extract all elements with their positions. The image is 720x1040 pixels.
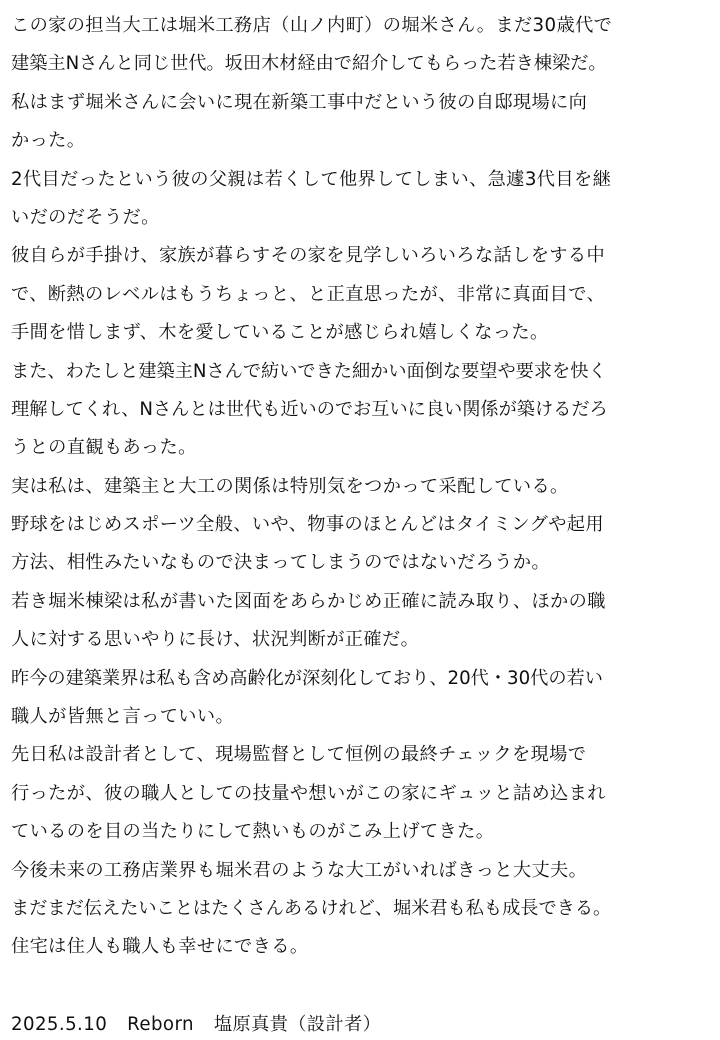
signature-date: 2025.5.10	[11, 1014, 108, 1035]
text-line: 職人が皆無と言っていい。	[11, 706, 235, 728]
text-line: 先日私は設計者として、現場監督として恒例の最終チェックを現場で	[11, 744, 587, 766]
text-line: また、わたしと建築主Nさんで紡いできた細かい面倒な要望や要求を快く	[11, 360, 607, 382]
text-line: で、断熱のレベルはもうちょっと、と正直思ったが、非常に真面目で、	[11, 283, 606, 305]
text-line: 彼自らが手掛け、家族が暮らすその家を見学しいろいろな話しをする中	[11, 245, 606, 267]
essay-body	[11, 11, 713, 971]
text-line: まだまだ伝えたいことはたくさんあるけれど、堀米君も私も成長できる。	[11, 897, 612, 919]
text-line: 理解してくれ、Nさんとは世代も近いのでお互いに良い関係が築けるだろ	[11, 398, 608, 420]
text-line: 2代目だったという彼の父親は若くして他界してしまい、急遽3代目を継	[11, 168, 612, 190]
text-line: 行ったが、彼の職人としての技量や想いがこの家にギュッと詰め込まれ	[11, 782, 606, 804]
text-line: 今後未来の工務店業界も堀米君のような大工がいればきっと大丈夫。	[11, 859, 588, 881]
signature-line	[11, 1010, 381, 1040]
text-line: この家の担当大工は堀米工務店（山ノ内町）の堀米さん。まだ30歳代で	[11, 15, 613, 36]
text-line: いだのだそうだ。	[11, 206, 160, 228]
signature-company: Reborn	[127, 1014, 194, 1035]
text-line: ているのを目の当たりにして熱いものがこみ上げてきた。	[11, 821, 495, 843]
text-line: うとの直観もあった。	[11, 437, 197, 459]
signature-author: 塩原真貴（設計者）	[213, 1014, 382, 1035]
text-line: 人に対する思いやりに長け、状況判断が正確だ。	[11, 629, 420, 651]
text-line: 住宅は住人も職人も幸せにできる。	[11, 936, 309, 958]
text-line: 建築主Nさんと同じ世代。坂田木材経由で紹介してもらった若き棟梁だ。	[11, 53, 607, 75]
text-line: かった。	[11, 130, 86, 152]
text-line: 実は私は、建築主と大工の関係は特別気をつかって采配している。	[11, 475, 569, 497]
text-line: 野球をはじめスポーツ全般、いや、物事のほとんどはタイミングや起用	[11, 514, 604, 536]
text-line: 若き堀米棟梁は私が書いた図面をあらかじめ正確に読み取り、ほかの職	[11, 590, 606, 612]
text-line: 手間を惜しまず、木を愛していることが感じられ嬉しくなった。	[11, 322, 549, 344]
text-line: 私はまず堀米さんに会いに現在新築工事中だという彼の自邸現場に向	[11, 91, 588, 113]
text-line: 方法、相性みたいなもので決まってしまうのではないだろうか。	[11, 552, 551, 574]
text-line: 昨今の建築業界は私も含め高齢化が深刻化しており、20代・30代の若い	[11, 667, 603, 689]
